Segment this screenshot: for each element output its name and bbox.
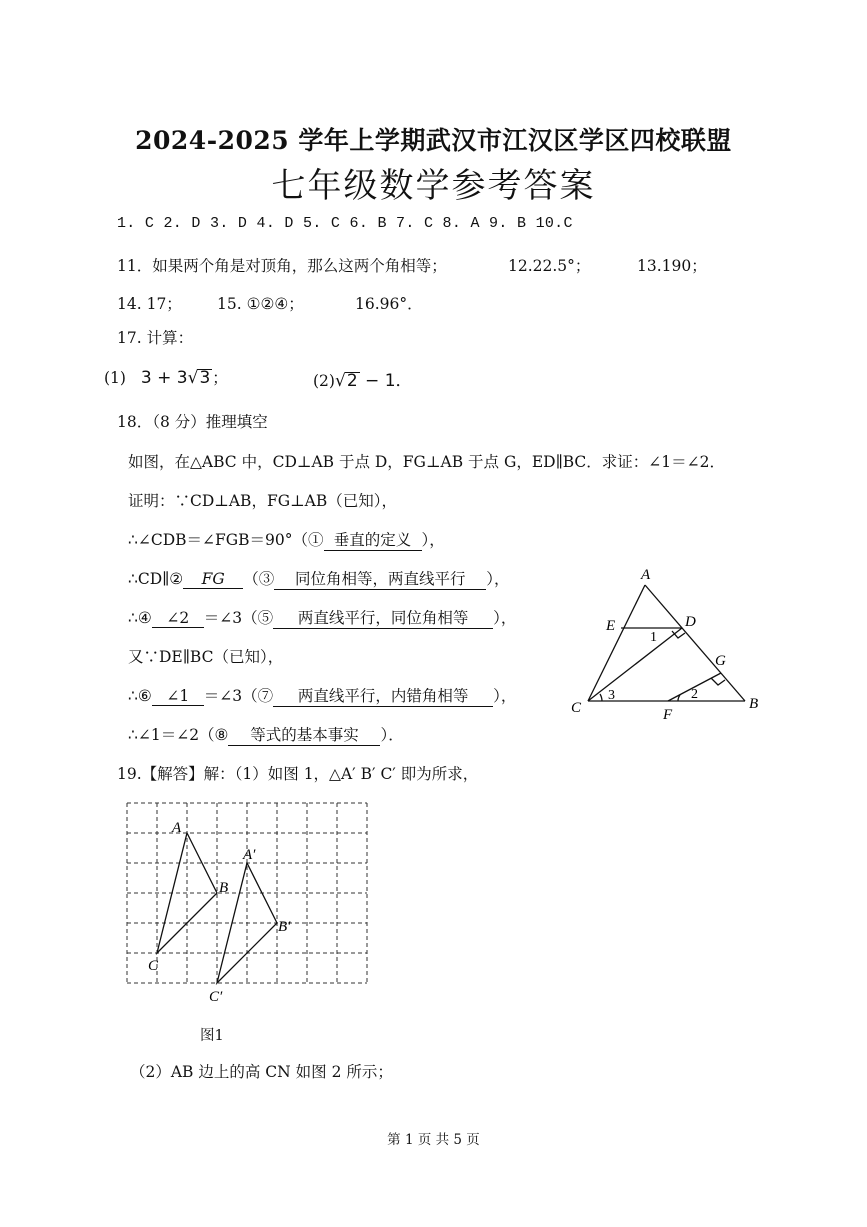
- proof-step-2: [128, 567, 510, 590]
- page-title: 七年级数学参考答案: [271, 166, 596, 206]
- multiple-choice-answers: 1. C 2. D 3. D 4. D 5. C 6. B 7. C 8. A 9. B 10.C: [117, 215, 573, 232]
- answer-17-1-radicand: 3: [199, 368, 211, 388]
- grid-label-c: C: [148, 958, 159, 974]
- blank-8: 等式的基本事实: [228, 723, 380, 746]
- question-19-part-2: （2）AB 边上的高 CN 如图 2 所示；: [130, 1063, 393, 1081]
- proof-step-3-text: ∴④: [128, 609, 152, 627]
- label-c: C: [571, 700, 582, 716]
- label-e: E: [606, 618, 616, 634]
- angle-1-label: 1: [650, 630, 657, 645]
- proof-step-2-end: ），: [486, 570, 510, 588]
- label-g: G: [715, 653, 726, 669]
- angle-2-label: 2: [691, 687, 698, 702]
- proof-step-3-mid: ＝∠3（⑤: [203, 609, 274, 627]
- answer-17-1-expr: 3 + 3: [140, 368, 188, 388]
- label-a: A: [641, 567, 651, 583]
- blank-4: ∠2: [152, 609, 204, 628]
- proof-step-3-end: ），: [493, 609, 517, 627]
- proof-step-5-mid: ＝∠3（⑦: [203, 687, 274, 705]
- question-17-heading: 17. 计算：: [117, 329, 194, 347]
- proof-step-4: 又∵DE∥BC（已知），: [128, 648, 284, 666]
- page-footer: 第 1 页 共 5 页: [387, 1132, 480, 1148]
- proof-step-2-text: ∴CD∥②: [128, 570, 184, 588]
- blank-7: 两直线平行，内错角相等: [273, 684, 493, 707]
- blank-6: ∠1: [152, 687, 204, 706]
- exam-header: 2024-2025 学年上学期武汉市江汉区学区四校联盟: [135, 126, 732, 155]
- answer-17-1: (1) 3 + 3√3 ；: [104, 368, 228, 388]
- question-19-line: 19.【解答】解：（1）如图 1，△A′ B′ C′ 即为所求，: [117, 765, 479, 783]
- question-18-problem: 如图，在△ABC 中，CD⊥AB 于点 D，FG⊥AB 于点 G，ED∥BC．求证：∠1＝∠2．: [128, 453, 725, 471]
- answer-13: 13.190；: [637, 257, 707, 275]
- figure-1-caption: 图1: [200, 1028, 224, 1044]
- grid-figure: [120, 795, 380, 1025]
- proof-step-1-end: ），: [421, 531, 445, 549]
- grid-label-a-prime: A′: [243, 847, 256, 863]
- answer-17-1-end: ；: [212, 369, 228, 387]
- grid-label-b-prime: B′: [278, 919, 291, 935]
- triangle-figure: [560, 560, 770, 720]
- answer-17-2: (2)√2 − 1．: [313, 371, 413, 391]
- answer-15: 15. ①②④；: [217, 295, 304, 313]
- answer-16: 16.96°．: [355, 295, 423, 313]
- proof-step-5-end: ），: [493, 687, 517, 705]
- proof-step-1-text: ∴∠CDB＝∠FGB＝90°（①: [128, 531, 324, 549]
- proof-step-5: [128, 684, 516, 707]
- answer-17-2-end: − 1．: [359, 371, 413, 391]
- grid-label-b: B: [219, 880, 229, 896]
- proof-step-3: [128, 606, 516, 629]
- proof-step-5-text: ∴⑥: [128, 687, 152, 705]
- angle-3-label: 3: [608, 688, 615, 703]
- proof-step-6-end: ）．: [380, 726, 404, 744]
- grid-label-a: A: [172, 820, 182, 836]
- proof-step-2-mid: （③: [243, 570, 275, 588]
- blank-2: FG: [183, 570, 243, 589]
- answer-14: 14. 17；: [117, 295, 182, 313]
- proof-step-6: [128, 723, 404, 746]
- grid-label-c-prime: C′: [209, 989, 223, 1005]
- label-b: B: [749, 696, 759, 712]
- blank-1: 垂直的定义: [324, 528, 422, 551]
- label-d: D: [685, 614, 696, 630]
- proof-step-6-text: ∴∠1＝∠2（⑧: [128, 726, 229, 744]
- answer-17-2-radicand: 2: [346, 371, 358, 391]
- label-f: F: [663, 707, 673, 720]
- blank-3: 同位角相等，两直线平行: [274, 567, 486, 590]
- proof-step-1: [128, 528, 445, 551]
- proof-start: 证明：∵CD⊥AB，FG⊥AB（已知），: [128, 492, 397, 510]
- answer-11: 11．如果两个角是对顶角，那么这两个角相等；: [117, 257, 447, 275]
- answer-12: 12.22.5°；: [508, 257, 591, 275]
- answer-17-2-label: (2): [313, 372, 335, 390]
- question-18-heading: 18．（8 分）推理填空: [117, 413, 268, 431]
- blank-5: 两直线平行，同位角相等: [273, 606, 493, 629]
- answer-17-1-label: (1): [104, 369, 126, 387]
